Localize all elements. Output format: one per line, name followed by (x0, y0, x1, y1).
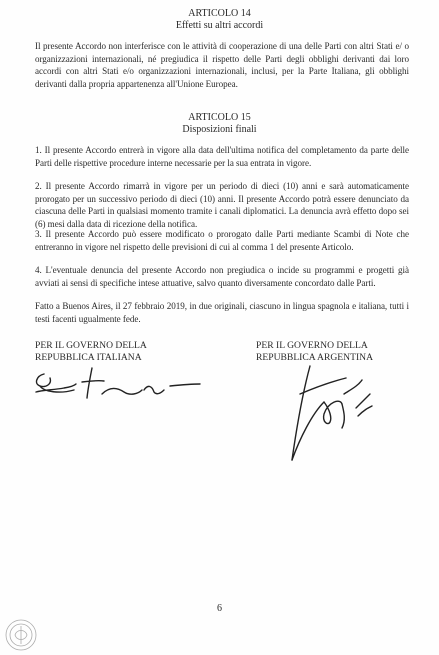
article-15-subtitle: Disposizioni finali (182, 124, 257, 135)
seal-stamp-icon (4, 618, 38, 652)
article-15-paragraph-3: 3. Il presente Accordo può essere modificato o prorogato dalle Parti mediante Scambi di Note che entreranno in vigore nel rispetto delle previsioni di cui al comma 1 del presente Articolo. (35, 229, 409, 252)
closing-statement: Fatto a Buenos Aires, il 27 febbraio 2019, in due originali, ciascuno in lingua spagnola e italiana, tutti i testi facenti ugualmente fede. (35, 301, 409, 324)
article-15-paragraph-1: 1. Il presente Accordo entrerà in vigore alla data dell'ultima notifica del completamento da parte delle Parti delle rispettive procedure interne necessarie per la sua entrata in vigore. (35, 145, 409, 168)
article-15-paragraph-2: 2. Il presente Accordo rimarrà in vigore per un periodo di dieci (10) anni e sarà automaticamente prorogato per un successivo periodo di dieci (10) anni. Il presente Accordo potrà essere denunciato da ciascuna delle Parti in qualsiasi momento tramite i canali diplomatici. La denuncia avrà effetto dopo sei (6) mesi dalla data di ricezione della notifica. (35, 181, 409, 229)
article-14-subtitle: Effetti su altri accordi (175, 20, 264, 31)
signature-left-line-1: PER IL GOVERNO DELLA (35, 340, 147, 351)
signature-left-line-2: REPUBBLICA ITALIANA (35, 351, 142, 363)
article-14-title: ARTICOLO 14 (188, 8, 251, 19)
article-14-text: Il presente Accordo non interferisce con le attività di cooperazione di una delle Parti con altri Stati e/ o organizzazioni internazionali, né pregiudica il rispetto delle Parti degli obblighi derivanti dai loro accordi con altri Stati e/o organizzazioni internazionali, inclusi, per la Parte Italiana, gli obblighi derivanti dalla propria appartenenza all'Unione Europea. (35, 41, 409, 89)
signature-right-line-2: REPUBBLICA ARGENTINA (256, 351, 373, 363)
signature-block-left (35, 340, 205, 363)
page-number: 6 (217, 603, 222, 614)
signature-right-line-1: PER IL GOVERNO DELLA (256, 340, 368, 351)
signature-left-image (30, 364, 210, 404)
article-15-title: ARTICOLO 15 (188, 112, 251, 123)
article-15-paragraph-4: 4. L'eventuale denuncia del presente Accordo non pregiudica o incide su programmi e progetti già avviati ai sensi di specifiche intese attuative, salvo quanto diversamente concordato dalle Parti. (35, 265, 409, 288)
signature-right-image (270, 358, 380, 468)
